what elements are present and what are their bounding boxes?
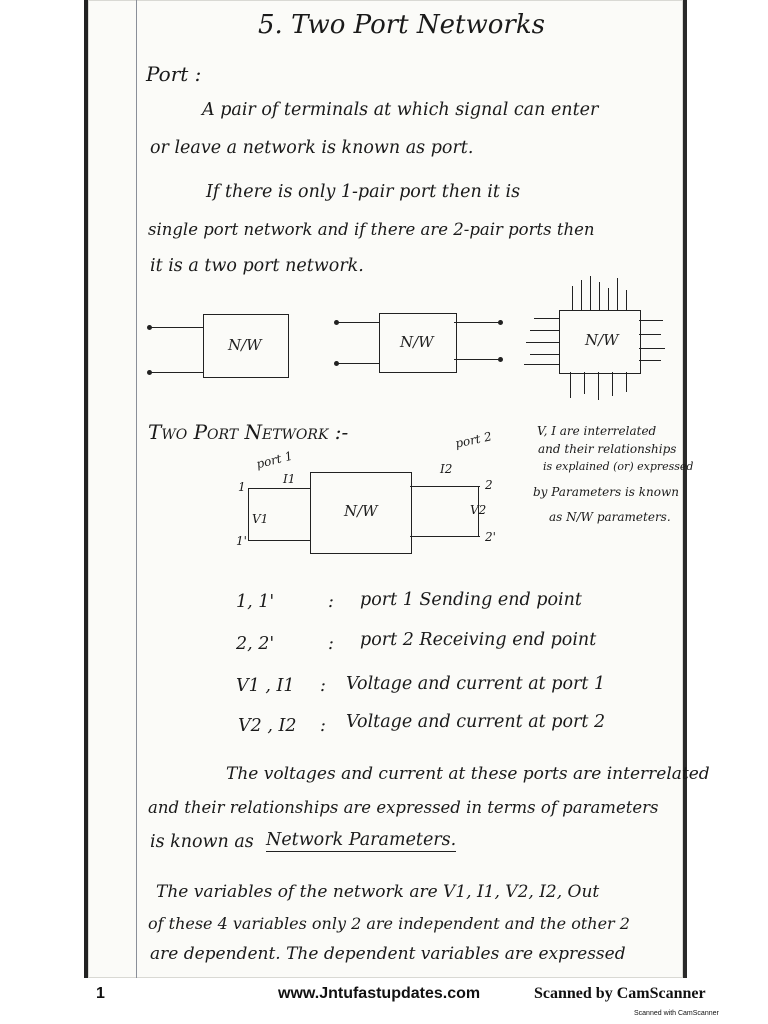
terminal-dot [334, 361, 339, 366]
pin [639, 348, 665, 349]
pin [639, 320, 663, 321]
wire [454, 359, 500, 360]
para2-line-3: are dependent. The dependent variables are expressed [150, 944, 626, 964]
terminal-dot [147, 325, 152, 330]
note-line-1: V, I are interrelated [537, 424, 657, 438]
def-sep-4: : [320, 716, 326, 736]
def-term-1: 1, 1' [236, 592, 275, 612]
pin [530, 354, 559, 355]
pin [608, 288, 609, 310]
text-line-5: it is a two port network. [150, 256, 364, 276]
page-title: 5. Two Port Networks [258, 10, 545, 40]
output-wire-bottom [410, 536, 480, 537]
page-number: 1 [96, 985, 105, 1002]
def-term-3: V1 , I1 [236, 676, 295, 696]
def-desc-4: Voltage and current at port 2 [346, 712, 606, 732]
para2-line-1: The variables of the network are V1, I1, V2, I2, Out [156, 882, 600, 902]
pin [612, 372, 613, 396]
text-line-3: If there is only 1-pair port then it is [206, 182, 521, 202]
def-sep-3: : [320, 676, 326, 696]
wire [336, 363, 380, 364]
input-wire-bottom [248, 540, 310, 541]
terminal-dot [498, 320, 503, 325]
output-wire-top [410, 486, 480, 487]
two-port-heading: Two Port Network :- [148, 420, 349, 444]
voltage-v2-label: V2 [470, 503, 487, 517]
para2-line-2: of these 4 variables only 2 are independent and the other 2 [148, 914, 630, 933]
def-term-2: 2, 2' [236, 634, 275, 654]
page-right-edge [683, 0, 687, 978]
wire [150, 327, 204, 328]
pin [572, 286, 573, 310]
pin [590, 276, 591, 310]
note-line-5: as N/W parameters. [549, 510, 671, 524]
scanner-credit-small: Scanned with CamScanner [634, 1010, 719, 1017]
text-line-2: or leave a network is known as port. [150, 138, 474, 158]
pin [639, 334, 661, 335]
para1-line-1: The voltages and current at these ports are interrelated [226, 764, 710, 784]
para1-line-2: and their relationships are expressed in terms of parameters [148, 798, 659, 817]
pin [639, 360, 661, 361]
def-sep-2: : [328, 634, 334, 654]
box-label: N/W [400, 333, 434, 351]
terminal-2-label: 2 [485, 478, 493, 492]
port1-label: port 1 [254, 448, 295, 472]
terminal-1-label: 1 [238, 480, 246, 494]
text-line-4: single port network and if there are 2-pair ports then [148, 220, 595, 239]
wire [150, 372, 204, 373]
terminal-dot [334, 320, 339, 325]
wire [336, 322, 380, 323]
margin-line [136, 0, 137, 978]
para1-line-3: is known as [150, 832, 254, 852]
current-i1-label: I1 [283, 472, 296, 486]
box-label: N/W [228, 336, 262, 354]
terminal-2p-label: 2' [485, 530, 496, 544]
terminal-dot [498, 357, 503, 362]
port2-label: port 2 [453, 429, 493, 451]
scanner-credit: Scanned by CamScanner [534, 985, 706, 1002]
def-term-4: V2 , I2 [238, 716, 297, 736]
pin [626, 290, 627, 310]
wire [454, 322, 500, 323]
website-url: www.Jntufastupdates.com [278, 985, 481, 1002]
voltage-v1-label: V1 [252, 512, 269, 526]
current-i2-label: I2 [440, 462, 453, 476]
note-line-4: by Parameters is known [533, 485, 680, 499]
network-parameters-term: Network Parameters. [266, 830, 457, 850]
input-wire-top [248, 488, 310, 489]
box-label: N/W [585, 331, 619, 349]
def-sep-1: : [328, 592, 334, 612]
def-desc-3: Voltage and current at port 1 [346, 674, 606, 694]
pin [526, 342, 559, 343]
pin [584, 372, 585, 394]
pin [598, 372, 599, 400]
terminal-dot [147, 370, 152, 375]
pin [617, 278, 618, 310]
pin [534, 318, 559, 319]
terminal-1p-label: 1' [236, 534, 247, 548]
port-heading: Port : [146, 62, 202, 86]
pin [530, 330, 559, 331]
box-label: N/W [344, 502, 378, 520]
pin [570, 372, 571, 398]
pin [581, 280, 582, 310]
note-line-2: and their relationships [538, 442, 677, 456]
pin [599, 282, 600, 310]
note-line-3: is explained (or) expressed [543, 460, 694, 473]
pin [524, 364, 559, 365]
port1-wire [248, 488, 249, 540]
def-desc-2: port 2 Receiving end point [360, 630, 597, 650]
text-line-1: A pair of terminals at which signal can enter [202, 100, 599, 120]
pin [626, 372, 627, 392]
def-desc-1: port 1 Sending end point [360, 590, 582, 610]
